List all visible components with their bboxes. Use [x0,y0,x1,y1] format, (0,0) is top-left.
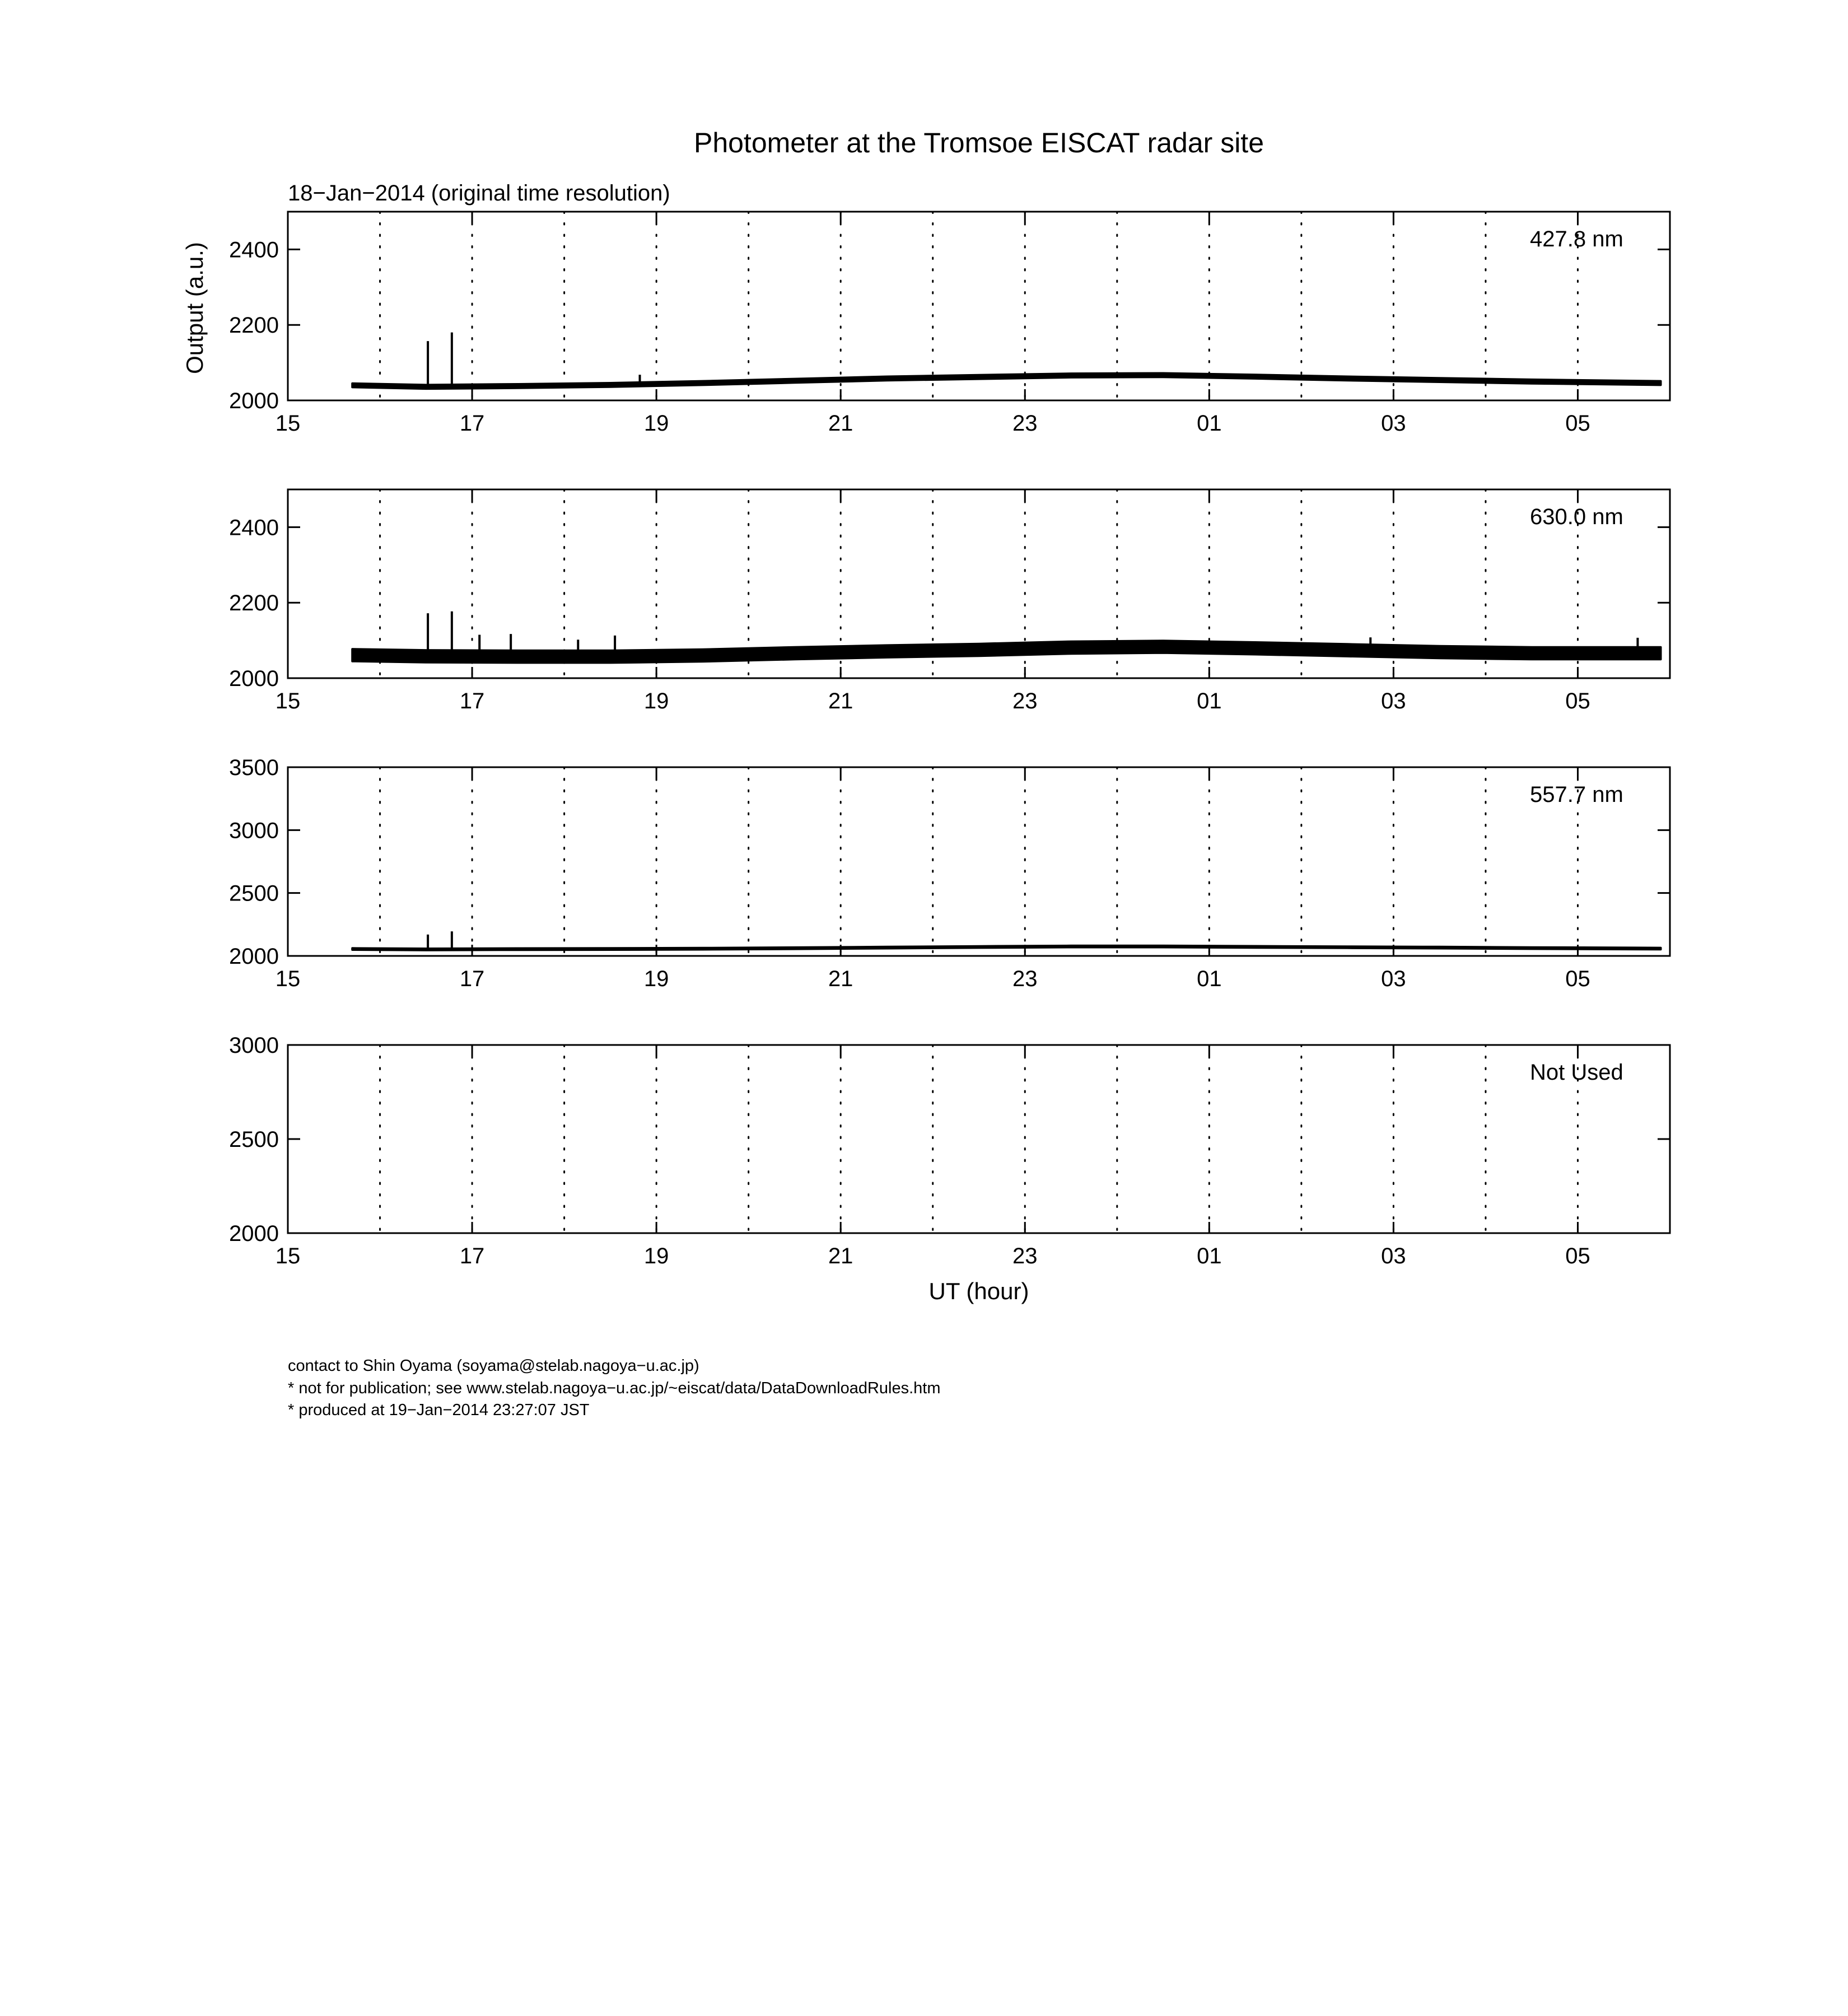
x-axis-label: UT (hour) [928,1278,1029,1304]
x-tick-label: 21 [828,689,853,713]
panel-3 [229,755,1670,991]
axes-frame [288,1045,1670,1233]
series-band [352,946,1660,950]
panel-wavelength-label: 427.8 nm [1530,227,1623,251]
x-tick-label: 23 [1012,967,1038,991]
panel-1 [229,212,1670,436]
x-tick-label: 15 [275,1244,301,1268]
x-tick-label: 23 [1012,411,1038,436]
figure-title: Photometer at the Tromsoe EISCAT radar site [693,127,1264,158]
x-tick-label: 01 [1197,689,1222,713]
footer-rules: * not for publication; see www.stelab.nagoya−u.ac.jp/~eiscat/data/DataDownloadRules.htm [288,1379,941,1397]
panel-wavelength-label: 630.0 nm [1530,505,1623,529]
y-tick-label: 2500 [229,881,279,906]
x-tick-label: 23 [1012,1244,1038,1268]
x-tick-label: 21 [828,1244,853,1268]
y-tick-label: 3500 [229,755,279,780]
x-tick-label: 05 [1565,967,1590,991]
y-tick-label: 2000 [229,666,279,691]
axes-frame [288,212,1670,400]
x-tick-label: 15 [275,967,301,991]
panel-4 [229,1033,1670,1268]
y-tick-label: 2000 [229,389,279,413]
y-tick-label: 3000 [229,1033,279,1058]
y-tick-label: 3000 [229,818,279,843]
y-tick-label: 2500 [229,1127,279,1152]
y-tick-label: 2200 [229,313,279,338]
x-tick-label: 03 [1381,967,1406,991]
x-tick-label: 03 [1381,411,1406,436]
figure-subtitle: 18−Jan−2014 (original time resolution) [288,181,670,206]
x-tick-label: 17 [459,967,485,991]
x-tick-label: 21 [828,411,853,436]
panel-wavelength-label: 557.7 nm [1530,782,1623,807]
x-tick-label: 05 [1565,411,1590,436]
x-tick-label: 01 [1197,1244,1222,1268]
x-tick-label: 19 [643,1244,669,1268]
x-tick-label: 19 [643,967,669,991]
x-tick-label: 15 [275,411,301,436]
x-tick-label: 23 [1012,689,1038,713]
panel-wavelength-label: Not Used [1530,1060,1623,1085]
series-band [352,374,1660,389]
y-axis-label: Output (a.u.) [181,242,208,374]
x-tick-label: 03 [1381,689,1406,713]
panels [229,212,1670,1268]
y-tick-label: 2200 [229,591,279,616]
x-tick-label: 01 [1197,967,1222,991]
y-tick-label: 2400 [229,237,279,263]
y-tick-label: 2000 [229,1221,279,1246]
y-tick-label: 2400 [229,515,279,540]
series-band [352,641,1660,662]
y-tick-label: 2000 [229,944,279,969]
footer-contact: contact to Shin Oyama (soyama@stelab.nagoya−u.ac.jp) [288,1357,699,1375]
x-tick-label: 01 [1197,411,1222,436]
x-tick-label: 17 [459,411,485,436]
x-tick-label: 17 [459,689,485,713]
panel-2 [229,489,1670,713]
x-tick-label: 05 [1565,1244,1590,1268]
x-tick-label: 15 [275,689,301,713]
x-tick-label: 21 [828,967,853,991]
axes-frame [288,767,1670,956]
x-tick-label: 19 [643,689,669,713]
x-tick-label: 05 [1565,689,1590,713]
x-tick-label: 03 [1381,1244,1406,1268]
x-tick-label: 19 [643,411,669,436]
x-tick-label: 17 [459,1244,485,1268]
footer-produced: * produced at 19−Jan−2014 23:27:07 JST [288,1401,590,1419]
